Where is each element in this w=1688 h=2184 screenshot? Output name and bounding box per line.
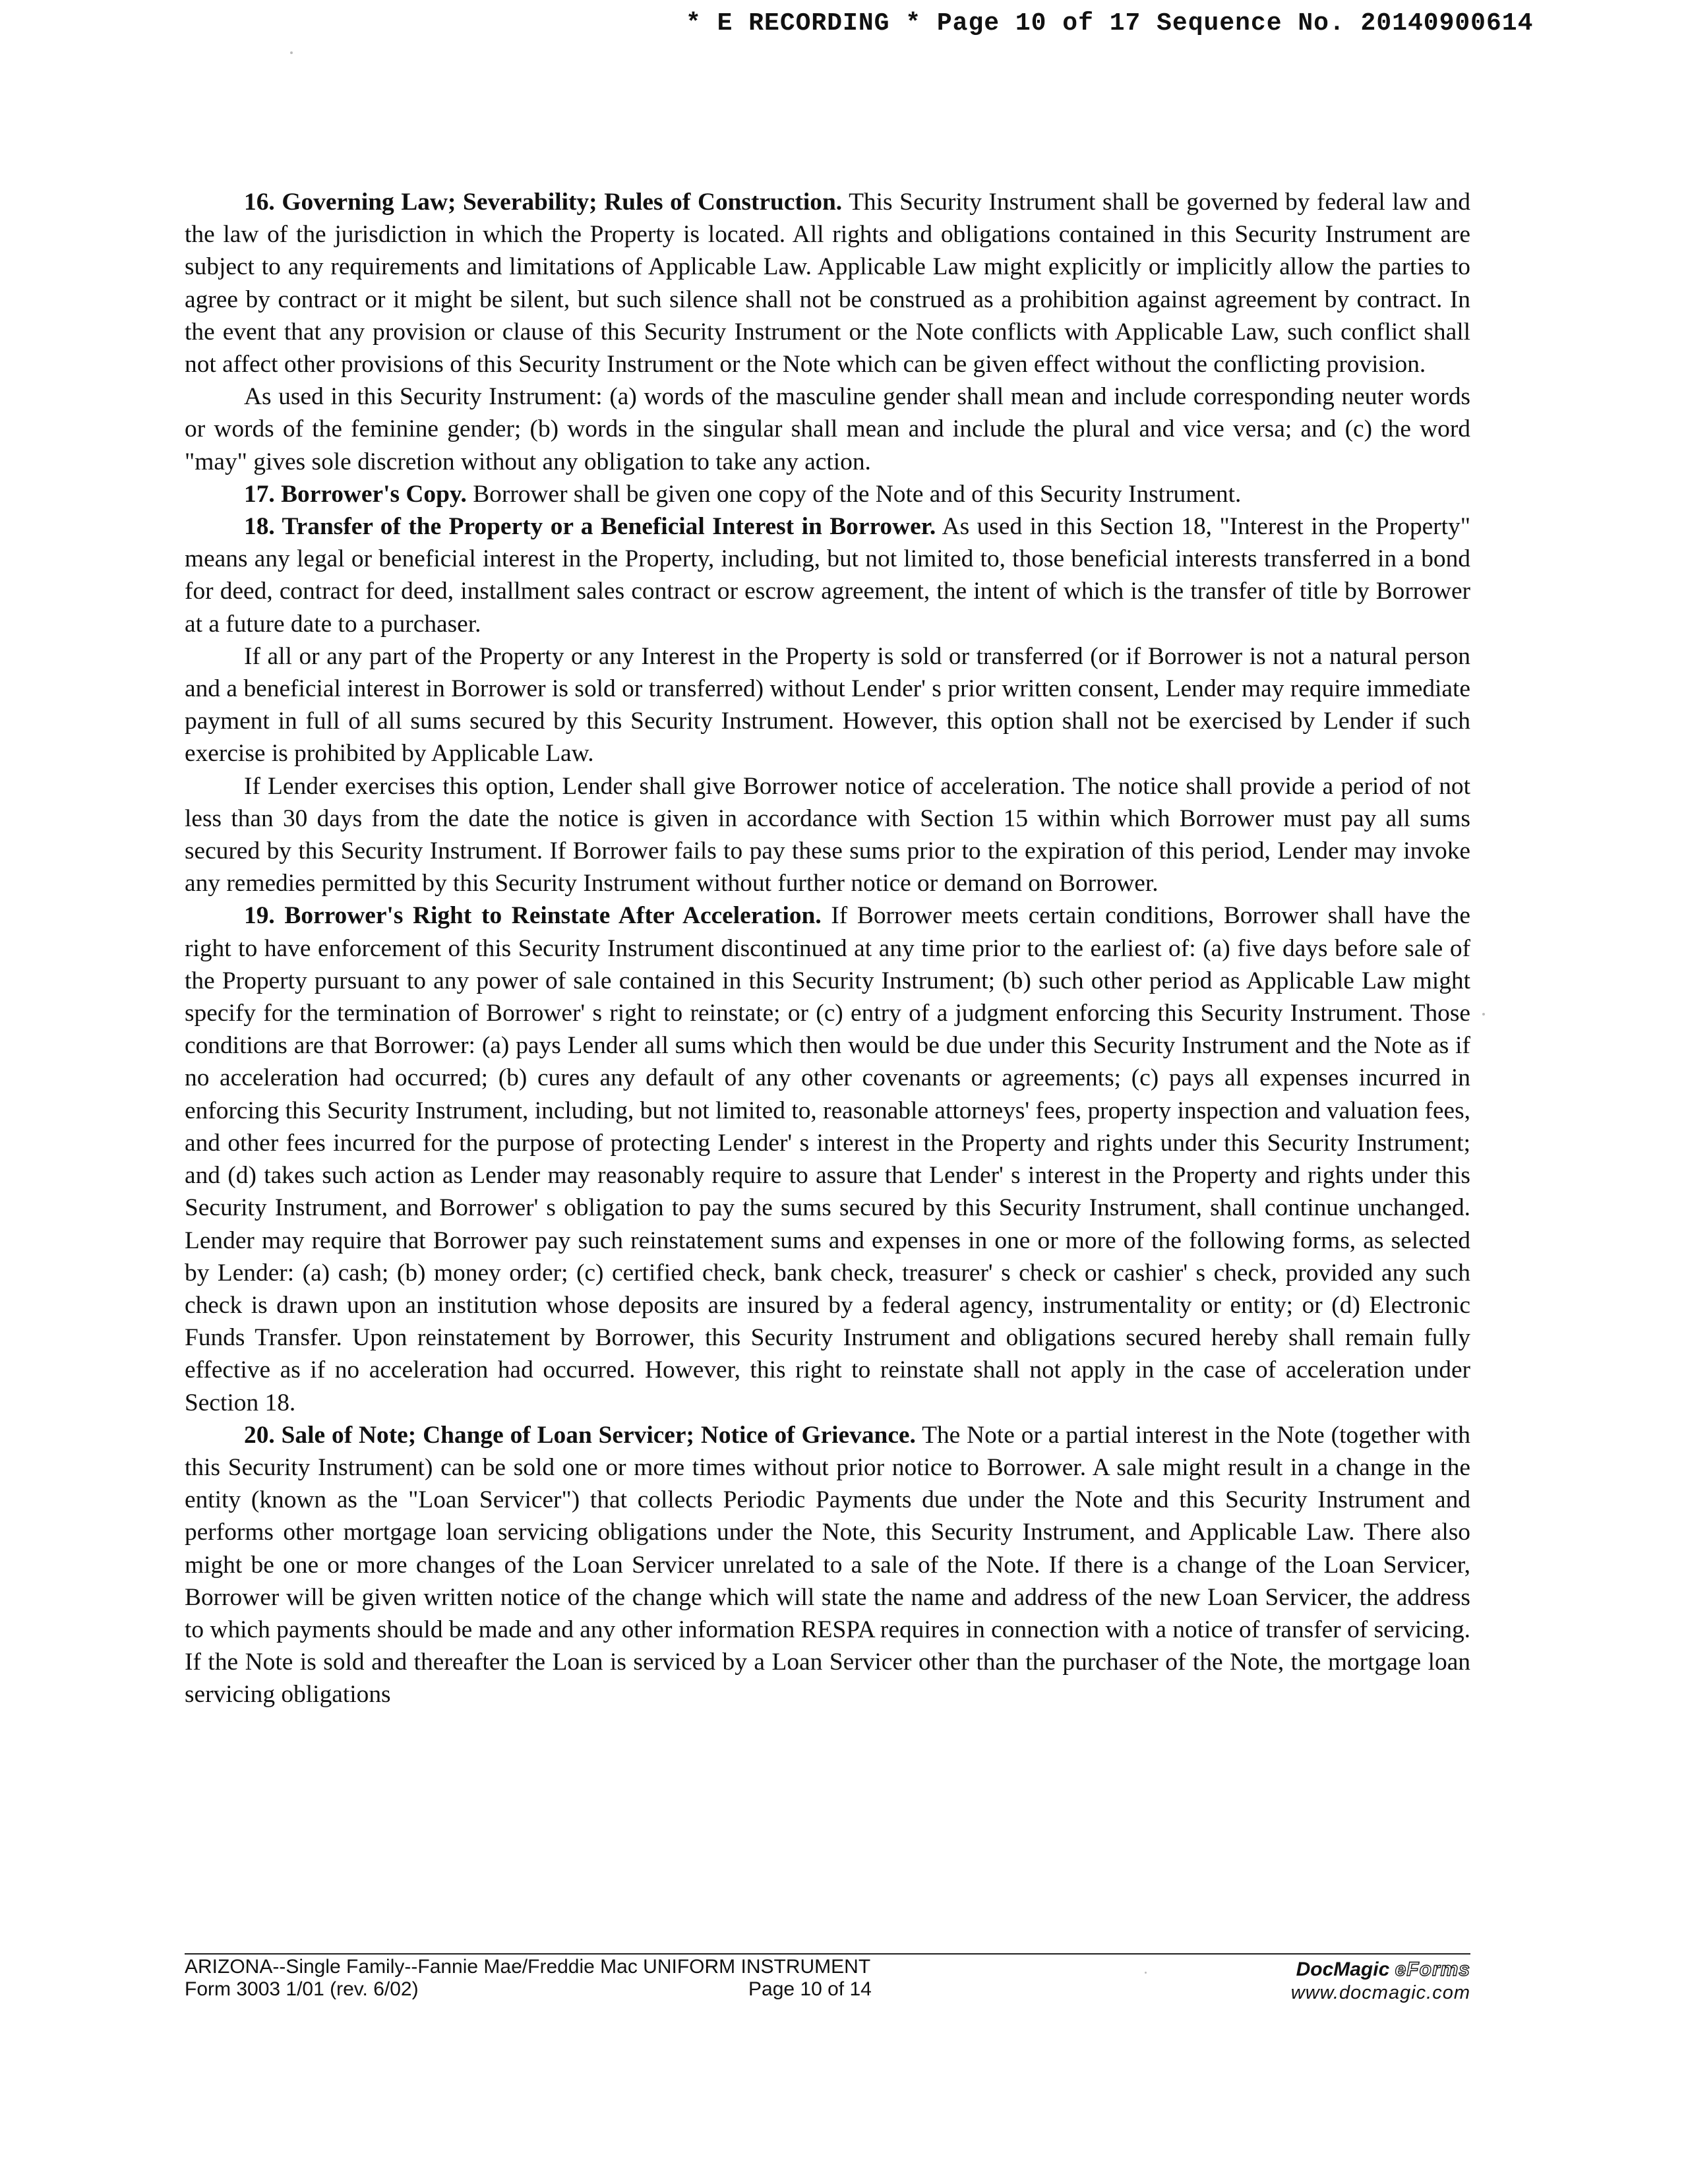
footer-form-title: ARIZONA--Single Family--Fannie Mae/Freddie Mac UNIFORM INSTRUMENT	[185, 1956, 871, 1978]
section-16-heading: 16. Governing Law; Severability; Rules of Construction.	[244, 189, 843, 216]
section-19	[185, 899, 1470, 1418]
footer-page-number: Page 10 of 14	[748, 1978, 872, 2000]
scan-speck	[290, 51, 293, 54]
section-16-paragraph-2: As used in this Security Instrument: (a) words of the masculine gender shall mean and include corresponding neuter words or words of the feminine gender; (b) words in the singular shall mean and include the plural and vice versa; and (c) the word "may" gives sole discretion without any obligation to take any action.	[185, 383, 1470, 475]
section-18	[185, 510, 1470, 640]
document-body	[185, 186, 1470, 1711]
section-17	[185, 478, 1470, 510]
page-footer	[185, 1956, 1470, 2015]
footer-divider	[185, 1953, 1470, 1955]
section-18-text: As used in this Section 18, "Interest in the Property" means any legal or beneficial interest in the Property, including, but not limited to, those beneficial interests transferred in a bond for deed, contract for deed, installment sales contract or escrow agreement, the intent of which is the transfer of title by Borrower at a future date to a purchaser.	[185, 513, 1470, 638]
eforms-brand-mark: eForms	[1395, 1958, 1470, 1980]
section-17-text: Borrower shall be given one copy of the Note and of this Security Instrument.	[466, 480, 1242, 508]
section-17-heading: 17. Borrower's Copy.	[244, 480, 467, 508]
section-20	[185, 1419, 1470, 1711]
footer-form-number: Form 3003 1/01 (rev. 6/02)	[185, 1978, 419, 2000]
docmagic-brand-name: DocMagic	[1296, 1958, 1390, 1980]
section-19-text: If Borrower meets certain conditions, Borrower shall have the right to have enforcement of this Security Instrument discontinued at any time prior to the earliest of: (a) five days before sale of the Property pursuant to any power of sale contained in this Security Instrument; (b) such other period as Applicable Law might specify for the termination of Borrower' s right to reinstate; or (c) entry of a judgment enforcing this Security Instrument. Those conditions are that Borrower: (a) pays Lender all sums which then would be due under this Security Instrument and the Note as if no acceleration had occurred; (b) cures any default of any other covenants or agreements; (c) pays all expenses incurred in enforcing this Security Instrument, including, but not limited to, reasonable attorneys' fees, property inspection and valuation fees, and other fees incurred for the purpose of protecting Lender' s interest in the Property and rights under this Security Instrument; and (d) takes such action as Lender may reasonably require to assure that Lender' s interest in the Property and rights under this Security Instrument, and Borrower' s obligation to pay the sums secured by this Security Instrument, shall continue unchanged. Lender may require that Borrower pay such reinstatement sums and expenses in one or more of the following forms, as selected by Lender: (a) cash; (b) money order; (c) certified check, bank check, treasurer' s check or cashier' s check, provided any such check is drawn upon an institution whose deposits are insured by a federal agency, instrumentality or entity; or (d) Electronic Funds Transfer. Upon reinstatement by Borrower, this Security Instrument and obligations secured hereby shall remain fully effective as if no acceleration had occurred. However, this right to reinstate shall not apply in the case of acceleration under Section 18.	[185, 902, 1470, 1416]
section-18-heading: 18. Transfer of the Property or a Beneficial Interest in Borrower.	[244, 513, 936, 541]
docmagic-logo	[1296, 1958, 1470, 1981]
section-20-text: The Note or a partial interest in the Note (together with this Security Instrument) can be sold one or more times without prior notice to Borrower. A sale might result in a change in the entity (known as the "Loan Servicer") that collects Periodic Payments due under the Note and this Security Instrument and performs other mortgage loan servicing obligations under the Note, this Security Instrument, and Applicable Law. There also might be one or more changes of the Loan Servicer unrelated to a sale of the Note. If there is a change of the Loan Servicer, Borrower will be given written notice of the change which will state the name and address of the new Loan Servicer, the address to which payments should be made and any other information RESPA requires in connection with a notice of transfer of servicing. If the Note is sold and thereafter the Loan is serviced by a Loan Servicer other than the purchaser of the Note, the mortgage loan servicing obligations	[185, 1421, 1470, 1709]
scan-speck	[1482, 1013, 1485, 1016]
recording-header: * E RECORDING * Page 10 of 17 Sequence No. 20140900614	[686, 9, 1534, 38]
section-18-paragraph-3: If Lender exercises this option, Lender shall give Borrower notice of acceleration. The notice shall provide a period of not less than 30 days from the date the notice is given in accordance with Section 15 within which Borrower must pay all sums secured by this Security Instrument. If Borrower fails to pay these sums prior to the expiration of this period, Lender may invoke any remedies permitted by this Security Instrument without further notice or demand on Borrower.	[185, 772, 1470, 897]
section-20-heading: 20. Sale of Note; Change of Loan Servicer; Notice of Grievance.	[244, 1421, 916, 1449]
section-16	[185, 186, 1470, 380]
section-18-paragraph-2: If all or any part of the Property or any Interest in the Property is sold or transferred (or if Borrower is not a natural person and a beneficial interest in Borrower is sold or transferred) without Lender' s prior written consent, Lender may require immediate payment in full of all sums secured by this Security Instrument. However, this option shall not be exercised by Lender if such exercise is prohibited by Applicable Law.	[185, 642, 1470, 768]
scan-speck	[1145, 1972, 1147, 1974]
section-16-text: This Security Instrument shall be governed by federal law and the law of the jurisdiction in which the Property is located. All rights and obligations contained in this Security Instrument are subject to any requirements and limitations of Applicable Law. Applicable Law might explicitly or implicitly allow the parties to agree by contract or it might be silent, but such silence shall not be construed as a prohibition against agreement by contract. In the event that any provision or clause of this Security Instrument or the Note conflicts with Applicable Law, such conflict shall not affect other provisions of this Security Instrument or the Note which can be given effect without the conflicting provision.	[185, 189, 1470, 379]
section-19-heading: 19. Borrower's Right to Reinstate After Acceleration.	[244, 902, 822, 930]
footer-website: www.docmagic.com	[1290, 1982, 1470, 2003]
